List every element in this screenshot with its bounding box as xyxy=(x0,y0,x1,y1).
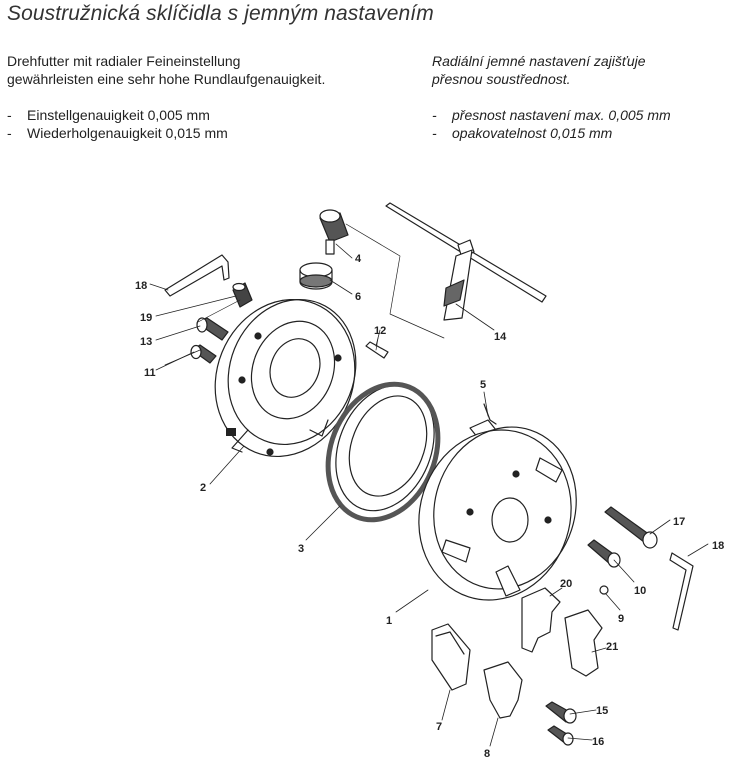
adjusting-screw xyxy=(320,210,348,254)
chuck-key xyxy=(386,203,546,320)
hex-key-top-left xyxy=(165,255,229,296)
part-label: 3 xyxy=(298,543,305,555)
page-title: Soustružnická sklíčidla s jemným nastavením xyxy=(7,2,434,25)
screw-10 xyxy=(588,540,620,567)
part-label: 9 xyxy=(618,613,625,625)
screw-17 xyxy=(605,507,657,548)
part-label: 6 xyxy=(355,291,362,303)
set-screw xyxy=(233,283,252,307)
german-spec-item: - Wiederholgenauigkeit 0,015 mm xyxy=(7,125,228,141)
hex-key-right xyxy=(670,553,693,630)
part-label: 17 xyxy=(673,516,686,528)
czech-spec-item: - přesnost nastavení max. 0,005 mm xyxy=(432,107,671,123)
part-label: 5 xyxy=(480,379,487,391)
part-label: 19 xyxy=(140,312,153,324)
part-label: 18 xyxy=(712,540,725,552)
part-label: 2 xyxy=(200,482,207,494)
part-label: 11 xyxy=(144,367,156,379)
part-label: 8 xyxy=(484,748,491,760)
german-spec-item: - Einstellgenauigkeit 0,005 mm xyxy=(7,107,210,123)
jaw-21 xyxy=(565,610,602,676)
part-label: 12 xyxy=(374,325,387,337)
part-label: 21 xyxy=(606,641,619,653)
part-label: 1 xyxy=(386,615,393,627)
part-label: 14 xyxy=(494,331,507,343)
ring xyxy=(300,263,332,289)
jaw-base-8 xyxy=(484,662,522,718)
jaw-20 xyxy=(522,588,560,652)
part-label: 10 xyxy=(634,585,647,597)
czech-intro-line: přesnou soustřednost. xyxy=(432,71,571,87)
part-label: 18 xyxy=(135,280,148,292)
part-label: 13 xyxy=(140,336,153,348)
ball xyxy=(600,586,608,594)
part-label: 4 xyxy=(355,253,362,265)
part-label: 20 xyxy=(560,578,573,590)
german-intro-line: Drehfutter mit radialer Feineinstellung xyxy=(7,53,241,69)
german-intro-line: gewährleisten eine sehr hohe Rundlaufgenauigkeit. xyxy=(7,71,326,87)
screw-11 xyxy=(191,345,216,363)
part-label: 7 xyxy=(436,721,443,733)
screw-15 xyxy=(546,702,576,723)
part-label: 16 xyxy=(592,736,605,748)
screw-16 xyxy=(548,726,573,745)
screw-13 xyxy=(197,318,228,340)
czech-spec-item: - opakovatelnost 0,015 mm xyxy=(432,125,613,141)
czech-intro-line: Radiální jemné nastavení zajišťuje xyxy=(432,53,646,69)
part-label: 15 xyxy=(596,705,609,717)
jaw-7 xyxy=(432,624,470,690)
